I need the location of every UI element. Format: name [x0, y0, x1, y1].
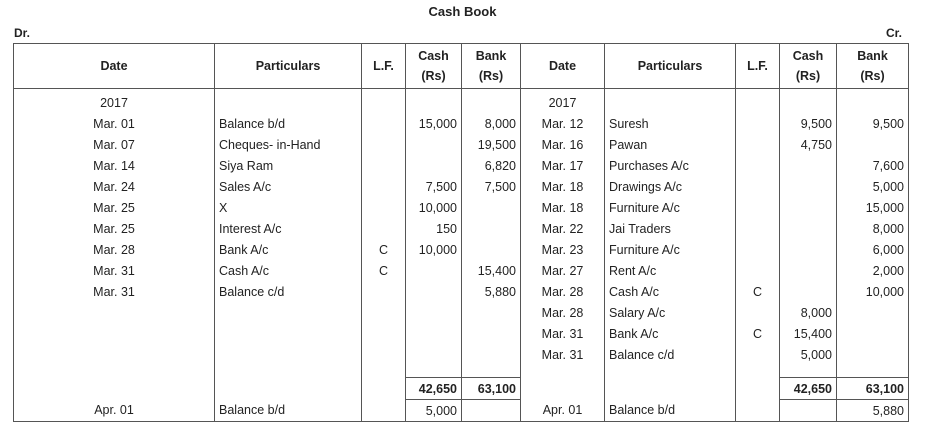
totals-row — [14, 378, 909, 400]
table-row — [14, 260, 909, 281]
credit-label: Cr. — [885, 26, 902, 40]
cell-rc: 15,400 — [780, 323, 837, 344]
cell-rp: Furniture A/c — [605, 197, 736, 218]
table-row — [14, 155, 909, 176]
table-row — [14, 176, 909, 197]
cell-lc — [406, 344, 462, 365]
cell-lc — [406, 155, 462, 176]
cell-rd: Mar. 12 — [521, 113, 605, 134]
year-cell-right: 2017 — [521, 89, 605, 114]
cell-llf — [362, 302, 406, 323]
cell-lp: Sales A/c — [215, 176, 362, 197]
cell-rlf: C — [736, 281, 780, 302]
cell-lb — [462, 197, 521, 218]
cell-rlf — [736, 155, 780, 176]
cell-rlf — [736, 176, 780, 197]
cell-rb: 9,500 — [837, 113, 909, 134]
cell-rd: Mar. 31 — [521, 344, 605, 365]
cell-lb: 7,500 — [462, 176, 521, 197]
cell-rd: Mar. 28 — [521, 302, 605, 323]
cell-rb: 2,000 — [837, 260, 909, 281]
cell-lc — [406, 323, 462, 344]
year-row — [14, 89, 909, 114]
cell-rp: Drawings A/c — [605, 176, 736, 197]
cell-lp — [215, 344, 362, 365]
cell-rc — [780, 197, 837, 218]
cell-llf — [362, 155, 406, 176]
cell-rc: 8,000 — [780, 302, 837, 323]
cell-lp: Siya Ram — [215, 155, 362, 176]
cell-llf — [362, 197, 406, 218]
cell-lc — [406, 302, 462, 323]
cell-lb: 6,820 — [462, 155, 521, 176]
cell-rlf — [736, 344, 780, 365]
opening-rc — [780, 400, 837, 422]
table-row — [14, 134, 909, 155]
opening-ld: Apr. 01 — [14, 400, 215, 422]
cell-rb: 8,000 — [837, 218, 909, 239]
cell-ld: Mar. 31 — [14, 260, 215, 281]
cell-lc: 15,000 — [406, 113, 462, 134]
cell-rd: Mar. 18 — [521, 197, 605, 218]
cell-rp: Cash A/c — [605, 281, 736, 302]
cell-rd: Mar. 18 — [521, 176, 605, 197]
cell-rlf: C — [736, 323, 780, 344]
total-rc: 42,650 — [780, 378, 837, 400]
cell-llf — [362, 281, 406, 302]
opening-rd: Apr. 01 — [521, 400, 605, 422]
header-particulars-right: Particulars — [605, 44, 736, 89]
cell-rp: Pawan — [605, 134, 736, 155]
cell-ld: Mar. 14 — [14, 155, 215, 176]
total-rb: 63,100 — [837, 378, 909, 400]
table-row — [14, 302, 909, 323]
cell-rb: 6,000 — [837, 239, 909, 260]
cell-lc: 150 — [406, 218, 462, 239]
cell-rp: Salary A/c — [605, 302, 736, 323]
cell-rp: Rent A/c — [605, 260, 736, 281]
cell-rd: Mar. 28 — [521, 281, 605, 302]
table-row — [14, 344, 909, 365]
cell-rlf — [736, 302, 780, 323]
table-row — [14, 239, 909, 260]
cell-lp: Cheques- in-Hand — [215, 134, 362, 155]
table-row — [14, 281, 909, 302]
cell-rc — [780, 260, 837, 281]
cell-lc — [406, 281, 462, 302]
cell-ld: Mar. 25 — [14, 197, 215, 218]
header-lf: L.F. — [362, 44, 406, 89]
opening-lp: Balance b/d — [215, 400, 362, 422]
cell-rd: Mar. 16 — [521, 134, 605, 155]
cell-rd: Mar. 27 — [521, 260, 605, 281]
cell-ld: Mar. 31 — [14, 281, 215, 302]
cell-lc — [406, 260, 462, 281]
cash-book-table — [13, 43, 909, 422]
cell-lp: Cash A/c — [215, 260, 362, 281]
cell-rb: 15,000 — [837, 197, 909, 218]
cell-rb — [837, 134, 909, 155]
cell-rp: Suresh — [605, 113, 736, 134]
cell-lp — [215, 323, 362, 344]
cell-lp: Balance c/d — [215, 281, 362, 302]
cell-lp — [215, 302, 362, 323]
cell-llf — [362, 344, 406, 365]
page-title: Cash Book — [428, 4, 497, 19]
cell-rp: Bank A/c — [605, 323, 736, 344]
cell-rd: Mar. 31 — [521, 323, 605, 344]
year-cell: 2017 — [14, 89, 215, 114]
cell-lb — [462, 239, 521, 260]
table-row — [14, 197, 909, 218]
cell-rb: 7,600 — [837, 155, 909, 176]
cell-lb: 8,000 — [462, 113, 521, 134]
cell-lb: 5,880 — [462, 281, 521, 302]
cell-ld: Mar. 28 — [14, 239, 215, 260]
cell-rp: Purchases A/c — [605, 155, 736, 176]
cell-rp: Balance c/d — [605, 344, 736, 365]
cell-llf: C — [362, 239, 406, 260]
cell-ld: Mar. 01 — [14, 113, 215, 134]
cell-lb: 19,500 — [462, 134, 521, 155]
cell-llf — [362, 176, 406, 197]
cell-rc — [780, 218, 837, 239]
cell-lp: Bank A/c — [215, 239, 362, 260]
cell-rb — [837, 323, 909, 344]
cell-rc — [780, 155, 837, 176]
cell-rc: 9,500 — [780, 113, 837, 134]
cell-lb — [462, 344, 521, 365]
cell-rp: Furniture A/c — [605, 239, 736, 260]
cell-lb: 15,400 — [462, 260, 521, 281]
cell-ld: Mar. 25 — [14, 218, 215, 239]
cell-rd: Mar. 23 — [521, 239, 605, 260]
header-row — [14, 44, 909, 89]
cell-lc: 7,500 — [406, 176, 462, 197]
header-cash-right: Cash (Rs) — [780, 44, 837, 89]
cell-rlf — [736, 239, 780, 260]
cell-rp: Jai Traders — [605, 218, 736, 239]
cell-llf: C — [362, 260, 406, 281]
cell-rb — [837, 302, 909, 323]
debit-label: Dr. — [14, 26, 31, 40]
header-bank-right: Bank (Rs) — [837, 44, 909, 89]
total-lc: 42,650 — [406, 378, 462, 400]
cell-lp: X — [215, 197, 362, 218]
cell-lp: Balance b/d — [215, 113, 362, 134]
cell-llf — [362, 323, 406, 344]
opening-rb: 5,880 — [837, 400, 909, 422]
cell-lb — [462, 323, 521, 344]
cell-lc — [406, 134, 462, 155]
cell-rlf — [736, 113, 780, 134]
header-bank: Bank (Rs) — [462, 44, 521, 89]
header-cash: Cash (Rs) — [406, 44, 462, 89]
cell-lb — [462, 302, 521, 323]
cell-rlf — [736, 260, 780, 281]
opening-balance-row — [14, 400, 909, 422]
cell-lp: Interest A/c — [215, 218, 362, 239]
cell-ld — [14, 344, 215, 365]
cell-rb: 10,000 — [837, 281, 909, 302]
cell-rc: 4,750 — [780, 134, 837, 155]
cell-lc: 10,000 — [406, 239, 462, 260]
cell-lc: 10,000 — [406, 197, 462, 218]
cell-rb — [837, 344, 909, 365]
cell-llf — [362, 218, 406, 239]
table-row — [14, 323, 909, 344]
cell-ld — [14, 323, 215, 344]
header-lf-right: L.F. — [736, 44, 780, 89]
cell-rd: Mar. 22 — [521, 218, 605, 239]
cell-rc — [780, 281, 837, 302]
opening-lb — [462, 400, 521, 422]
cell-rb: 5,000 — [837, 176, 909, 197]
cell-rlf — [736, 197, 780, 218]
spacer-row — [14, 365, 909, 378]
header-date-right: Date — [521, 44, 605, 89]
cell-rlf — [736, 134, 780, 155]
cell-ld: Mar. 24 — [14, 176, 215, 197]
header-date: Date — [14, 44, 215, 89]
cell-llf — [362, 113, 406, 134]
opening-rp: Balance b/d — [605, 400, 736, 422]
cell-rlf — [736, 218, 780, 239]
table-row — [14, 218, 909, 239]
total-lb: 63,100 — [462, 378, 521, 400]
cell-rd: Mar. 17 — [521, 155, 605, 176]
cell-rc — [780, 176, 837, 197]
cell-ld — [14, 302, 215, 323]
header-particulars: Particulars — [215, 44, 362, 89]
cell-lb — [462, 218, 521, 239]
cell-rc — [780, 239, 837, 260]
cell-ld: Mar. 07 — [14, 134, 215, 155]
cell-rc: 5,000 — [780, 344, 837, 365]
table-row — [14, 113, 909, 134]
opening-lc: 5,000 — [406, 400, 462, 422]
cell-llf — [362, 134, 406, 155]
